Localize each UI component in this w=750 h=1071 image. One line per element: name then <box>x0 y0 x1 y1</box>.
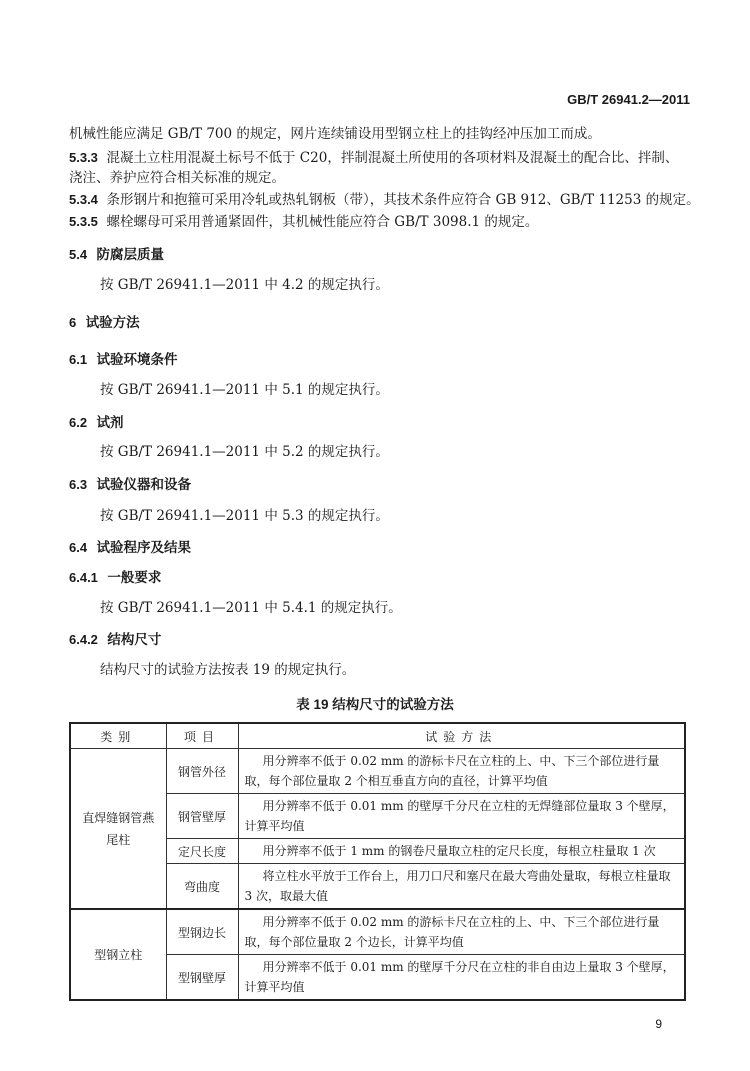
header-category: 类别 <box>70 723 166 749</box>
section-body: 按 GB/T 26941.1—2011 中 5.3 的规定执行。 <box>100 508 389 524</box>
section-6-2-heading <box>69 413 123 433</box>
section-6-1-heading <box>69 350 177 370</box>
section-title: 试验方法 <box>85 315 140 331</box>
section-6-4-2-heading <box>69 630 161 650</box>
method-cell: 用分辨率不低于 0.01 mm 的壁厚千分尺在立柱的无焊缝部位量取 3 个壁厚，计算平均值 <box>238 794 685 839</box>
item-cell: 型钢边长 <box>166 909 238 955</box>
section-6-3-heading <box>69 475 191 495</box>
clause-5-3-3 <box>69 148 678 168</box>
item-cell: 钢管外径 <box>166 749 238 794</box>
clause-number: 5.3.3 <box>69 150 98 165</box>
section-number: 5.4 <box>69 247 88 262</box>
section-title: 试剂 <box>96 415 124 431</box>
section-title: 试验环境条件 <box>96 352 178 368</box>
section-body: 结构尺寸的试验方法按表 19 的规定执行。 <box>100 662 356 678</box>
standard-code: GB/T 26941.2—2011 <box>567 92 690 107</box>
header-method: 试验方法 <box>238 723 685 749</box>
section-number: 6 <box>69 315 77 330</box>
clause-5-3-4 <box>69 190 700 210</box>
method-cell: 用分辨率不低于 0.02 mm 的游标卡尺在立柱的上、中、下三个部位进行量取，每个部位量取 2 个相互垂直方向的直径，计算平均值 <box>238 749 685 794</box>
paragraph-line: 浇注、养护应符合相关标准的规定。 <box>69 170 285 186</box>
page-number: 9 <box>655 1017 662 1031</box>
clause-number: 5.3.4 <box>69 192 98 207</box>
category-cell: 直焊缝钢管燕尾柱 <box>70 749 166 910</box>
paragraph-line: 机械性能应满足 GB/T 700 的规定，网片连续铺设用型钢立柱上的挂钩经冲压加工而成。 <box>69 126 601 142</box>
item-cell: 钢管壁厚 <box>166 794 238 839</box>
clause-5-3-5 <box>69 212 538 232</box>
table-header-row <box>70 723 685 749</box>
table-row <box>70 909 685 955</box>
section-body: 按 GB/T 26941.1—2011 中 5.1 的规定执行。 <box>100 382 389 398</box>
item-cell: 型钢壁厚 <box>166 955 238 1001</box>
table-caption: 表 19 结构尺寸的试验方法 <box>296 697 454 712</box>
method-cell: 用分辨率不低于 0.02 mm 的游标卡尺在立柱的上、中、下三个部位进行量取，每个部位量取 2 个边长，计算平均值 <box>238 909 685 955</box>
section-5-4-heading <box>69 245 164 265</box>
table-row <box>70 749 685 794</box>
item-cell: 弯曲度 <box>166 864 238 910</box>
section-body: 按 GB/T 26941.1—2011 中 5.2 的规定执行。 <box>100 444 389 460</box>
clause-text: 螺栓螺母可采用普通紧固件，其机械性能应符合 GB/T 3098.1 的规定。 <box>106 214 539 230</box>
section-number: 6.4.2 <box>69 632 98 647</box>
section-6-4-heading <box>69 538 191 558</box>
test-method-table <box>69 722 686 1001</box>
clause-number: 5.3.5 <box>69 214 98 229</box>
section-number: 6.2 <box>69 415 88 430</box>
item-cell: 定尺长度 <box>166 839 238 864</box>
section-title: 试验仪器和设备 <box>96 477 191 493</box>
method-cell: 用分辨率不低于 0.01 mm 的壁厚千分尺在立柱的非自由边上量取 3 个壁厚，计算平均值 <box>238 955 685 1001</box>
section-title: 防腐层质量 <box>96 247 164 263</box>
section-title: 试验程序及结果 <box>96 540 191 556</box>
section-number: 6.4.1 <box>69 570 98 585</box>
section-number: 6.3 <box>69 477 88 492</box>
section-6-4-1-heading <box>69 568 161 588</box>
section-body: 按 GB/T 26941.1—2011 中 4.2 的规定执行。 <box>100 277 389 293</box>
section-6-heading <box>69 313 140 333</box>
method-cell: 将立柱水平放于工作台上，用刀口尺和塞尺在最大弯曲处量取，每根立柱量取 3 次，取最大值 <box>238 864 685 910</box>
clause-text: 条形钢片和抱箍可采用冷轧或热轧钢板（带），其技术条件应符合 GB 912、GB/T 11253 的规定。 <box>106 192 700 208</box>
section-body: 按 GB/T 26941.1—2011 中 5.4.1 的规定执行。 <box>100 600 402 616</box>
section-title: 结构尺寸 <box>107 632 162 648</box>
method-cell: 用分辨率不低于 1 mm 的钢卷尺量取立柱的定尺长度，每根立柱量取 1 次 <box>238 839 685 864</box>
section-number: 6.4 <box>69 540 88 555</box>
category-cell: 型钢立柱 <box>70 909 166 1000</box>
clause-text: 混凝土立柱用混凝土标号不低于 C20，拌制混凝土所使用的各项材料及混凝土的配合比、拌制、 <box>106 150 679 166</box>
header-item: 项目 <box>166 723 238 749</box>
section-number: 6.1 <box>69 352 88 367</box>
section-title: 一般要求 <box>107 570 162 586</box>
